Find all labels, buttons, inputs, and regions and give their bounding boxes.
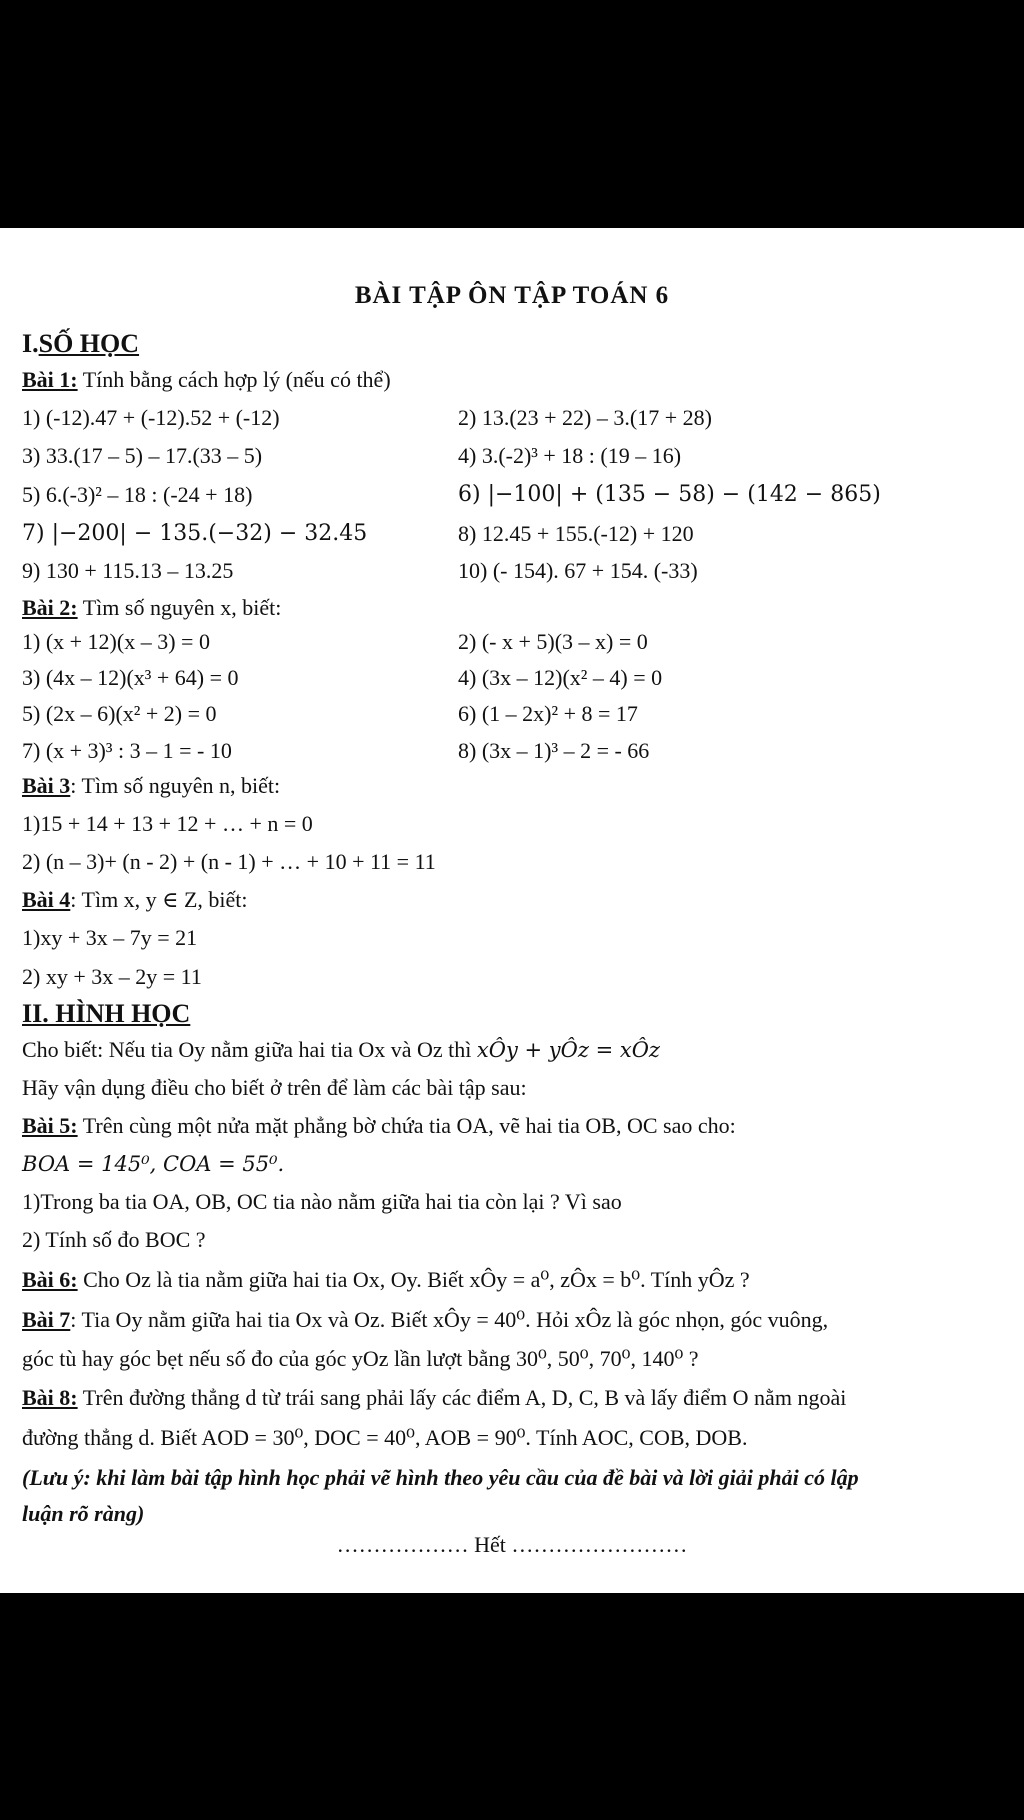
ex3-item-1: 1)15 + 14 + 13 + 12 + … + n = 0 xyxy=(22,811,313,836)
exercise-1-text: Tính bằng cách hợp lý (nếu có thể) xyxy=(77,367,391,392)
exercise-6-text: Cho Oz là tia nằm giữa hai tia Ox, Oy. Biết xÔy = a⁰, zÔx = b⁰. Tính yÔz ? xyxy=(77,1267,750,1292)
exercise-5-text: Trên cùng một nửa mặt phẳng bờ chứa tia OA, vẽ hai tia OB, OC sao cho: xyxy=(77,1113,736,1138)
exercise-4-heading xyxy=(22,886,248,914)
exercise-6-label: Bài 6: xyxy=(22,1267,78,1292)
exercise-1-heading xyxy=(22,366,391,394)
exercise-7-text: : Tia Oy nằm giữa hai tia Ox và Oz. Biết xÔy = 40⁰. Hỏi xÔz là góc nhọn, góc vuông, xyxy=(70,1307,829,1332)
exercise-8-label: Bài 8: xyxy=(22,1385,78,1410)
exercise-8-text: Trên đường thẳng d từ trái sang phải lấy các điểm A, D, C, B và lấy điểm O nằm ngoài xyxy=(77,1385,847,1410)
ex4-item-2: 2) xy + 3x – 2y = 11 xyxy=(22,964,202,989)
geo-intro-2: Hãy vận dụng điều cho biết ở trên để làm các bài tập sau: xyxy=(22,1075,527,1100)
ex5-question-2: 2) Tính số đo BOC ? xyxy=(22,1227,206,1252)
ex2-item-4: 4) (3x – 12)(x² – 4) = 0 xyxy=(458,665,663,690)
ex1-item-7: 7) |−200| − 135.(−32) − 32.45 xyxy=(22,521,368,546)
ex2-item-3: 3) (4x – 12)(x³ + 64) = 0 xyxy=(22,665,239,690)
ex1-item-8: 8) 12.45 + 155.(-12) + 120 xyxy=(458,521,694,546)
exercise-3-text: : Tìm số nguyên n, biết: xyxy=(70,773,281,798)
exercise-7-label: Bài 7 xyxy=(22,1307,71,1332)
ex1-item-9: 9) 130 + 115.13 – 13.25 xyxy=(22,558,234,583)
ex4-item-1: 1)xy + 3x – 7y = 21 xyxy=(22,925,198,950)
exercise-6 xyxy=(22,1266,750,1294)
geo-intro-1-text: Cho biết: Nếu tia Oy nằm giữa hai tia Ox và Oz thì xyxy=(22,1037,472,1062)
top-black-bar xyxy=(0,0,1024,228)
exercise-2-text: Tìm số nguyên x, biết: xyxy=(77,595,282,620)
section-geometry-heading xyxy=(22,1000,190,1028)
exercise-4-label: Bài 4 xyxy=(22,887,71,912)
ex5-angles: BOA = 145⁰, COA = 55⁰. xyxy=(22,1152,285,1176)
exercise-7-line-1 xyxy=(22,1306,828,1334)
ex2-item-6: 6) (1 – 2x)² + 8 = 17 xyxy=(458,701,638,726)
ex1-item-1: 1) (-12).47 + (-12).52 + (-12) xyxy=(22,405,280,430)
exercise-7-line-2: góc tù hay góc bẹt nếu số đo của góc yOz lần lượt bằng 30⁰, 50⁰, 70⁰, 140⁰ ? xyxy=(22,1346,699,1371)
geo-intro-1 xyxy=(22,1036,660,1064)
ex1-item-3: 3) 33.(17 – 5) – 17.(33 – 5) xyxy=(22,443,263,468)
bottom-black-bar xyxy=(0,1593,1024,1820)
section-arithmetic-heading-text: SỐ HỌC xyxy=(38,329,140,358)
geo-intro-1-formula: xÔy + yÔz = xÔz xyxy=(476,1038,660,1062)
section-geometry-heading-text: II. HÌNH HỌC xyxy=(22,999,191,1028)
exercise-5-label: Bài 5: xyxy=(22,1113,78,1138)
ex1-item-10: 10) (- 154). 67 + 154. (-33) xyxy=(458,558,698,583)
ex3-item-2: 2) (n – 3)+ (n - 2) + (n - 1) + … + 10 + 11 = 11 xyxy=(22,849,436,874)
exercise-2-heading xyxy=(22,594,281,622)
ex1-item-6: 6) |−100| + (135 − 58) − (142 − 865) xyxy=(458,482,881,507)
exercise-5-heading xyxy=(22,1112,736,1140)
ex2-item-7: 7) (x + 3)³ : 3 – 1 = - 10 xyxy=(22,738,232,763)
ex1-item-4: 4) 3.(-2)³ + 18 : (19 – 16) xyxy=(458,443,682,468)
end-marker: ……………… Hết …………………… xyxy=(336,1532,688,1557)
exercise-8-line-2: đường thẳng d. Biết AOD = 30⁰, DOC = 40⁰, AOB = 90⁰. Tính AOC, COB, DOB. xyxy=(22,1425,748,1450)
exercise-4-text: : Tìm x, y ∈ Z, biết: xyxy=(70,887,248,912)
exercise-3-label: Bài 3 xyxy=(22,773,71,798)
ex2-item-8: 8) (3x – 1)³ – 2 = - 66 xyxy=(458,738,650,763)
note-line-1: (Lưu ý: khi làm bài tập hình học phải vẽ hình theo yêu cầu của đề bài và lời giải phải có lập xyxy=(22,1465,859,1490)
ex1-item-2: 2) 13.(23 + 22) – 3.(17 + 28) xyxy=(458,405,712,430)
ex2-item-1: 1) (x + 12)(x – 3) = 0 xyxy=(22,629,210,654)
exercise-3-heading xyxy=(22,772,280,800)
section-arithmetic-heading: I.SỐ HỌC xyxy=(22,329,140,358)
page-title: BÀI TẬP ÔN TẬP TOÁN 6 xyxy=(354,282,670,309)
ex1-item-5: 5) 6.(-3)² – 18 : (-24 + 18) xyxy=(22,482,253,507)
exercise-1-label: Bài 1: xyxy=(22,367,78,392)
note-line-2: luận rõ ràng) xyxy=(22,1501,145,1526)
ex2-item-2: 2) (- x + 5)(3 – x) = 0 xyxy=(458,629,648,654)
ex2-item-5: 5) (2x – 6)(x² + 2) = 0 xyxy=(22,701,217,726)
ex5-question-1: 1)Trong ba tia OA, OB, OC tia nào nằm giữa hai tia còn lại ? Vì sao xyxy=(22,1189,622,1214)
exercise-2-label: Bài 2: xyxy=(22,595,78,620)
exercise-8-line-1 xyxy=(22,1384,846,1412)
